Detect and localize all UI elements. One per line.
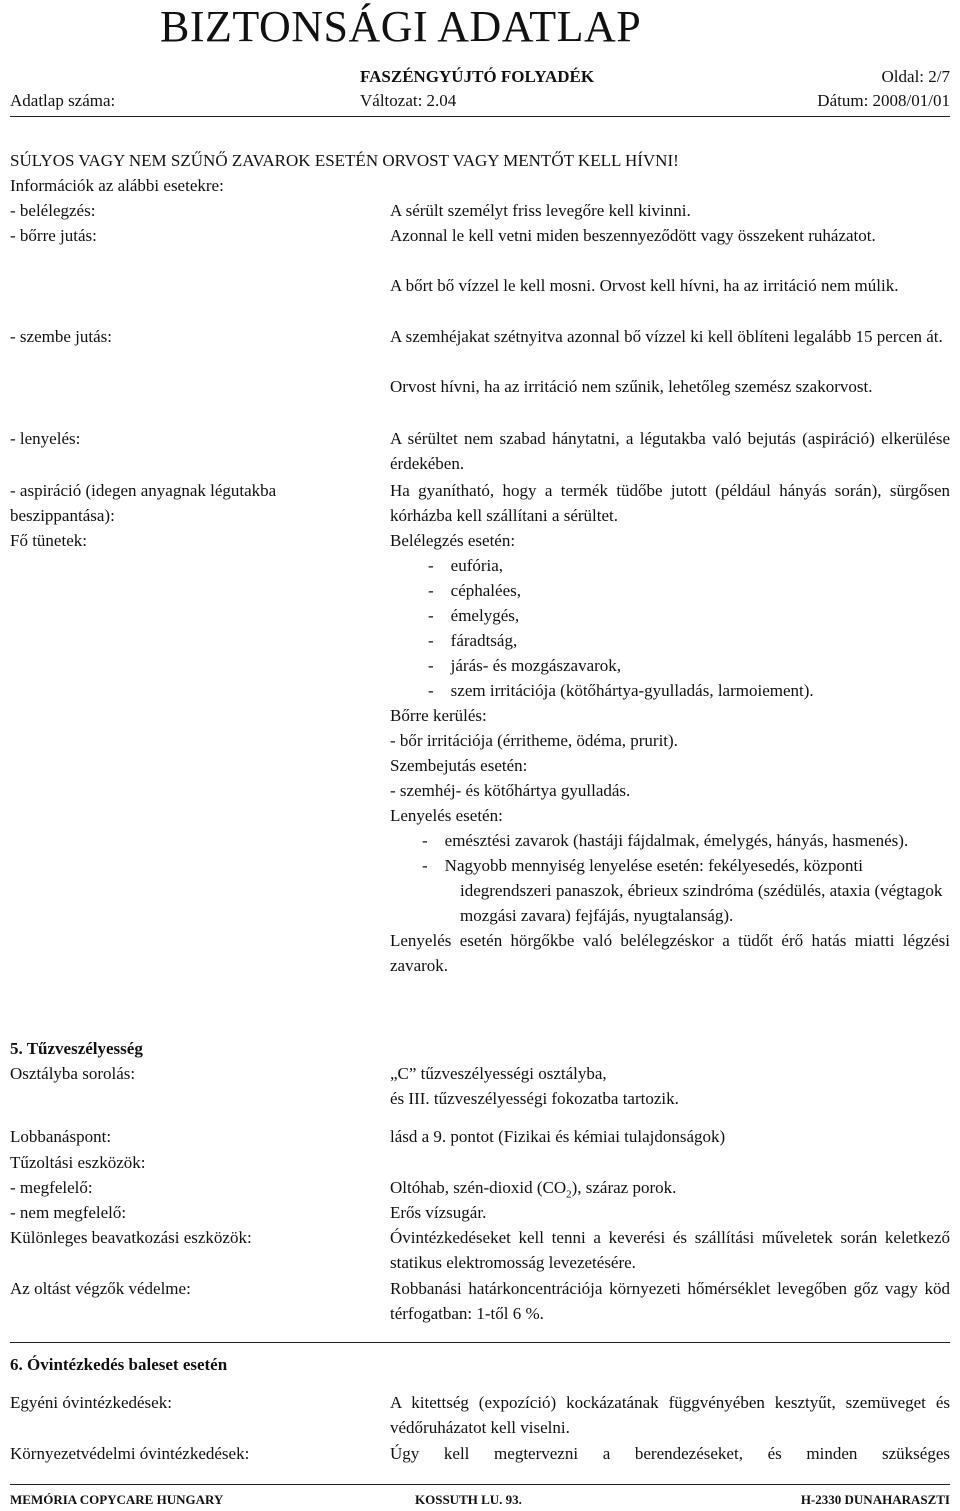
inhalation-symptom-list [390,553,950,703]
footer-city: H-2330 DUNAHARASZTI [800,1492,950,1507]
flash-point-label: Lobbanáspont: [10,1127,112,1146]
ingestion-heading: Lenyelés esetén: [390,806,503,825]
flash-point-text: lásd a 9. pontot (Fizikai és kémiai tulajdonságok) [390,1127,726,1146]
environmental-label: Környezetvédelmi óvintézkedések: [10,1444,250,1463]
protection-label: Az oltást végzők védelme: [10,1279,191,1298]
ingestion-symptom-2: - Nagyobb mennyiség lenyelése esetén: fekélyesedés, központi idegrendszeri panaszok, ébrieux szindróma (szédülés, ataxia (végtagok mozgási zavara) fejfájás, nyugtalanság). [422,856,943,925]
unsuitable-label: - nem megfelelő: [10,1203,127,1222]
aspiration-label-2: beszippantása): [10,506,115,525]
environmental-text: Úgy kell megtervezni a berendezéseket, és minden szükséges [390,1444,950,1463]
eye-label: - szembe jutás: [10,327,112,346]
list-item: - járás- és mozgászavarok, [428,656,622,675]
aspiration-label-1: - aspiráció (idegen anyagnak légutakba [10,481,277,500]
personal-label: Egyéni óvintézkedések: [10,1393,172,1412]
eye-text-2: Orvost hívni, ha az irritáció nem szűnik, lehetőleg szemész szakorvost. [390,377,873,396]
sheet-number-label: Adatlap száma: [10,91,116,110]
document-title: BIZTONSÁGI ADATLAP [160,2,642,51]
personal-text: A kitettség (expozíció) kockázatának függvényében kesztyűt, szemüveget és védőruházatot kell viselni. [390,1393,950,1437]
list-item: - fáradtság, [428,631,518,650]
skin-heading: Bőrre kerülés: [390,706,487,725]
fire-section-heading: 5. Tűzveszélyesség [10,1039,143,1058]
list-item: - szem irritációja (kötőhártya-gyulladás, larmoiement). [428,681,814,700]
eye-heading: Szembejutás esetén: [390,756,528,775]
ingestion-label: - lenyelés: [10,429,81,448]
special-text: Óvintézkedéseket kell tenni a keverési és szállítási műveletek során keletkező statikus elektromosság levezetésére. [390,1228,950,1272]
ingestion-symptom-1: - emésztési zavarok (hastáji fájdalmak, émelygés, hányás, hasmenés). [422,831,909,850]
skin-symptom: - bőr irritációja (érritheme, ödéma, prurit). [390,731,678,750]
header-divider [10,116,950,117]
date: Dátum: 2008/01/01 [817,91,950,110]
suitable-text-b: ), száraz porok. [571,1178,677,1197]
product-name: FASZÉNGYÚJTÓ FOLYADÉK [360,67,595,86]
ingestion-note: Lenyelés esetén hörgőkbe való belélegzéskor a tüdőt érő hatás miatti légzési zavarok. [390,931,950,975]
info-text: Információk az alábbi esetekre: [10,176,224,195]
warning-text: SÚLYOS VAGY NEM SZŰNŐ ZAVAROK ESETÉN ORVOST VAGY MENTŐT KELL HÍVNI! [10,151,679,170]
skin-text-2: A bőrt bő vízzel le kell mosni. Orvost kell hívni, ha az irritáció nem múlik. [390,276,899,295]
symptoms-label: Fő tünetek: [10,531,87,550]
inhalation-label: - belélegzés: [10,201,96,220]
class-text-2: és III. tűzveszélyességi fokozatba tartozik. [390,1089,679,1108]
footer-company: MEMÓRIA COPYCARE HUNGARY [10,1492,224,1507]
inhalation-text: A sérült személyt friss levegőre kell kivinni. [390,201,691,220]
eye-symptom: - szemhéj- és kötőhártya gyulladás. [390,781,631,800]
suitable-text-a: Oltóhab, szén-dioxid (CO [390,1178,567,1197]
footer-street: KOSSUTH LU. 93. [415,1492,522,1507]
protection-text: Robbanási határkoncentrációja környezeti hőmérséklet levegőben gőz vagy köd térfogatban: 1-től 6 %. [390,1279,950,1323]
page-number: Oldal: 2/7 [881,67,950,86]
suitable-label: - megfelelő: [10,1178,93,1197]
suitable-text [390,1175,950,1200]
symptoms-block [390,528,950,978]
unsuitable-text: Erős vízsugár. [390,1203,487,1222]
special-label: Különleges beavatkozási eszközök: [10,1228,252,1247]
accident-section-heading: 6. Óvintézkedés baleset esetén [10,1355,228,1374]
list-item: - émelygés, [428,606,520,625]
class-text-1: „C” tűzveszélyességi osztályba, [390,1064,607,1083]
ingestion-text: A sérültet nem szabad hánytatni, a légutakba való bejutás (aspiráció) elkerülése érdekében. [390,429,950,473]
class-label: Osztályba sorolás: [10,1064,136,1083]
extinguishing-label: Tűzoltási eszközök: [10,1153,146,1172]
list-item: - céphalées, [428,581,521,600]
eye-text-1: A szemhéjakat szétnyitva azonnal bő vízzel ki kell öblíteni legalább 15 percen át. [390,327,943,346]
skin-text-1: Azonnal le kell vetni miden beszennyeződött vagy összekent ruházatot. [390,226,876,245]
footer-divider [10,1484,950,1485]
skin-label: - bőrre jutás: [10,226,97,245]
version: Változat: 2.04 [360,91,457,110]
section-divider [10,1342,950,1343]
aspiration-text: Ha gyanítható, hogy a termék tüdőbe jutott (például hányás során), sürgősen kórházba kell szállítani a sérültet. [390,481,950,525]
list-item: - eufória, [428,556,504,575]
inhalation-heading: Belélegzés esetén: [390,531,516,550]
co2-subscript: 2 [566,1188,572,1201]
